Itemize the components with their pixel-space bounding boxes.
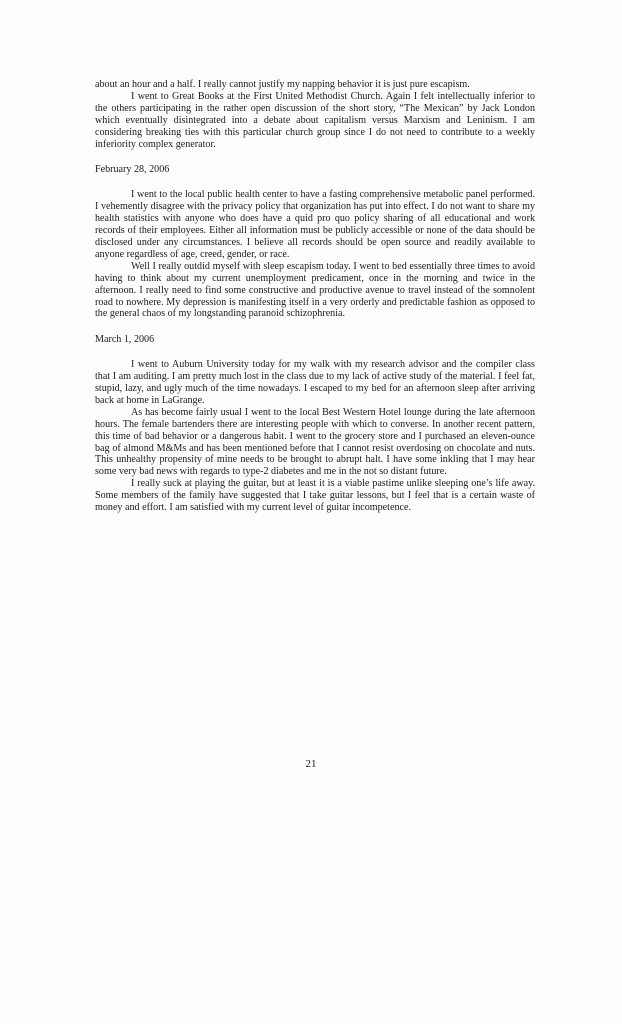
- entry-date: March 1, 2006: [95, 334, 155, 346]
- paragraph: I went to Auburn University today for my walk with my research advisor and the compiler class that I am auditing. I am pretty much lost in the class due to my lack of active study of the material. I feel fat, stupid, lazy, and ugly much of the time nowadays. I escaped to my bed for an afternoon sleep after arriving back at home in LaGrange.: [95, 359, 535, 406]
- paragraph: Well I really outdid myself with sleep escapism today. I went to bed essentially three times to avoid having to think about my current unemployment predicament, once in the morning and twice in the afternoon. I really need to find some constructive and productive avenue to travel instead of the somnolent road to nowhere. My depression is manifesting itself in a very orderly and predictable fashion as opposed to the general chaos of my longstanding paranoid schizophrenia.: [95, 260, 535, 320]
- page-number: 21: [305, 758, 317, 770]
- paragraph: I really suck at playing the guitar, but at least it is a viable pastime unlike sleeping one’s life away. Some members of the family have suggested that I take guitar lessons, but I feel that is a certain waste of money and effort. I am satisfied with my current level of guitar incompetence.: [95, 478, 535, 514]
- paragraph: I went to Great Books at the First United Methodist Church. Again I felt intellectually inferior to the others participating in the rather open discussion of the short story, “The Mexican” by Jack London which eventually disintegrated into a debate about capitalism versus Marxism and Leninism. I am considering breaking ties with this particular church group since I do not need to contribute to a weekly inferiority complex generator.: [95, 90, 535, 150]
- paragraph: about an hour and a half. I really cannot justify my napping behavior it is just pure escapism.: [95, 79, 470, 90]
- entry-date: February 28, 2006: [95, 164, 170, 176]
- paragraph: As has become fairly usual I went to the local Best Western Hotel lounge during the late afternoon hours. The female bartenders there are interesting people with which to converse. In another recent pattern, this time of bad behavior or a dangerous habit. I went to the grocery store and I purchased an eleven-ounce bag of almond M&Ms and has been mentioned before that I cannot resist overdosing on chocolate and nuts. This unhealthy propensity of mine needs to be brought to abrupt halt. I have some inkling that I may hear some very bad news with regards to type-2 diabetes and me in the not so distant future.: [95, 406, 535, 478]
- journal-text: [95, 79, 535, 514]
- paragraph: I went to the local public health center to have a fasting comprehensive metabolic panel performed. I vehemently disagree with the privacy policy that organization has put into effect. I do not want to share my health statistics with anyone who does have a quid pro quo policy sharing of all educational and work records of their employees. Either all information must be publicly accessible or none of the data should be disclosed under any circumstances. I believe all records should be open source and readily available to anyone regardless of age, creed, gender, or race.: [95, 189, 535, 260]
